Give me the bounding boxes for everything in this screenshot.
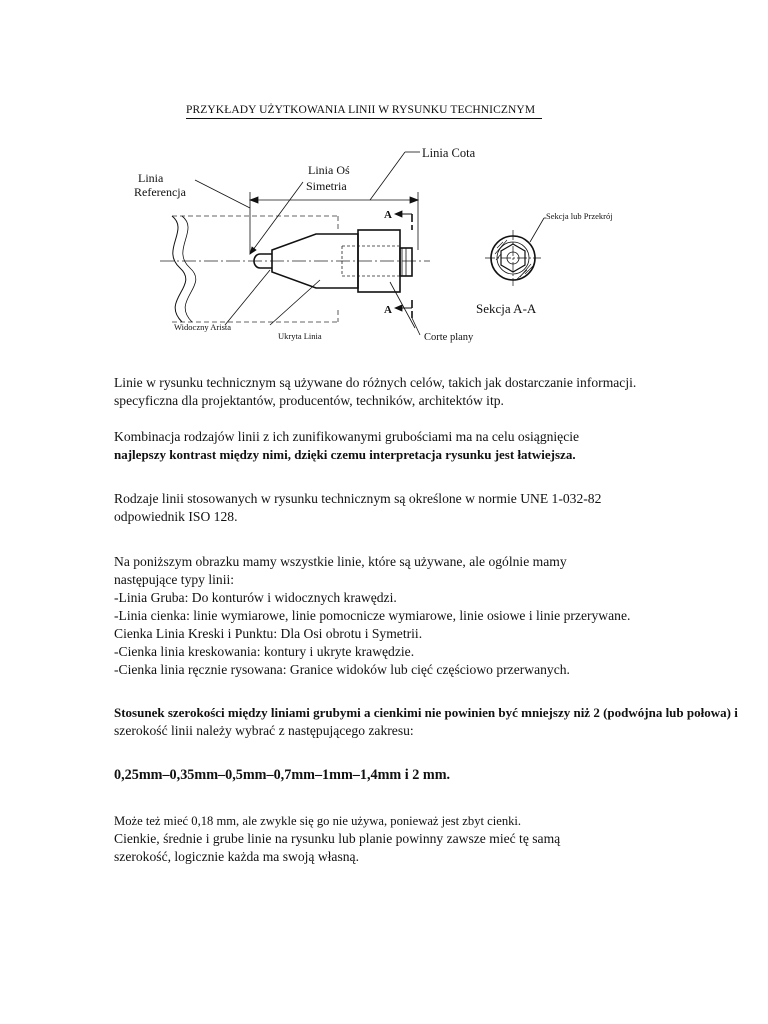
label-section-a-top: A bbox=[384, 209, 392, 221]
text-line: najlepszy kontrast między nimi, dzięki czemu interpretacja rysunku jest łatwiejsza. bbox=[114, 447, 576, 462]
label-linia-cota: Linia Cota bbox=[422, 146, 476, 160]
text-line: -Cienka linia kreskowania: kontury i ukryte krawędzie. bbox=[114, 644, 415, 659]
paragraph-ratio bbox=[114, 704, 754, 740]
break-line bbox=[172, 216, 186, 322]
label-ukryta-linia: Ukryta Linia bbox=[278, 331, 322, 341]
technical-drawing-figure bbox=[120, 130, 660, 360]
label-corte-plany: Corte plany bbox=[424, 332, 474, 343]
text-line: Linie w rysunku technicznym są używane do różnych celów, takich jak dostarczanie informacji. bbox=[114, 375, 637, 390]
text-line: odpowiednik ISO 128. bbox=[114, 509, 238, 524]
paragraph-standard bbox=[114, 490, 754, 526]
text-line: -Cienka linia ręcznie rysowana: Granice widoków lub cięć częściowo przerwanych. bbox=[114, 662, 570, 677]
paragraph-intro bbox=[114, 374, 754, 410]
label-section-a-bottom: A bbox=[384, 304, 392, 316]
paragraph-notes bbox=[114, 812, 754, 866]
text-line: Cienkie, średnie i grube linie na rysunku lub planie powinny zawsze mieć tę samą bbox=[114, 831, 561, 846]
label-linia-referencja-2: Referencja bbox=[134, 185, 186, 199]
technical-drawing-svg bbox=[120, 130, 660, 360]
text-line: Stosunek szerokości między liniami grubymi a cienkimi nie powinien być mniejszy niż 2 (podwójna lub połowa) i bbox=[114, 705, 738, 720]
label-sekcja-aa: Sekcja A-A bbox=[476, 301, 537, 316]
text-line: -Linia cienka: linie wymiarowe, linie pomocnicze wymiarowe, linie osiowe i linie przerywane. bbox=[114, 608, 631, 623]
label-linia-os-1: Linia Oś bbox=[308, 163, 350, 177]
text-line: Rodzaje linii stosowanych w rysunku technicznym są określone w normie UNE 1-032-82 bbox=[114, 491, 602, 506]
phantom-body bbox=[172, 216, 338, 322]
document-title: PRZYKŁADY UŻYTKOWANIA LINII W RYSUNKU TECHNICZNYM bbox=[186, 104, 542, 119]
text-line: Może też mieć 0,18 mm, ale zwykle się go nie używa, ponieważ jest zbyt cienki. bbox=[114, 814, 522, 828]
leader-lines bbox=[195, 180, 415, 328]
text-line: szerokość, logicznie każda ma swoją własną. bbox=[114, 849, 359, 864]
text-line: -Linia Gruba: Do konturów i widocznych krawędzi. bbox=[114, 590, 397, 605]
line-width-list: 0,25mm–0,35mm–0,5mm–0,7mm–1mm–1,4mm i 2 mm. bbox=[114, 767, 451, 783]
text-line: następujące typy linii: bbox=[114, 572, 235, 587]
break-line-2 bbox=[182, 216, 196, 322]
text-line: szerokość linii należy wybrać z następującego zakresu: bbox=[114, 723, 414, 738]
paragraph-line-types bbox=[114, 553, 754, 679]
text-line: specyficzna dla projektantów, producentów, techników, architektów itp. bbox=[114, 393, 504, 408]
label-linia-referencja-1: Linia bbox=[138, 171, 164, 185]
label-widoczny-arista: Widoczny Arista bbox=[174, 322, 232, 332]
label-sekcja-przekroj: Sekcja lub Przekrój bbox=[546, 211, 613, 221]
text-line: Cienka Linia Kreski i Punktu: Dla Osi obrotu i Symetrii. bbox=[114, 626, 423, 641]
label-linia-os-2: Simetria bbox=[306, 179, 347, 193]
text-line: Kombinacja rodzajów linii z ich zunifikowanymi grubościami ma na celu osiągnięcie bbox=[114, 429, 580, 444]
paragraph-combination bbox=[114, 428, 754, 464]
paragraph-sizes bbox=[114, 766, 754, 784]
text-line: Na poniższym obrazku mamy wszystkie linie, które są używane, ale ogólnie mamy bbox=[114, 554, 567, 569]
section-view bbox=[485, 218, 546, 286]
